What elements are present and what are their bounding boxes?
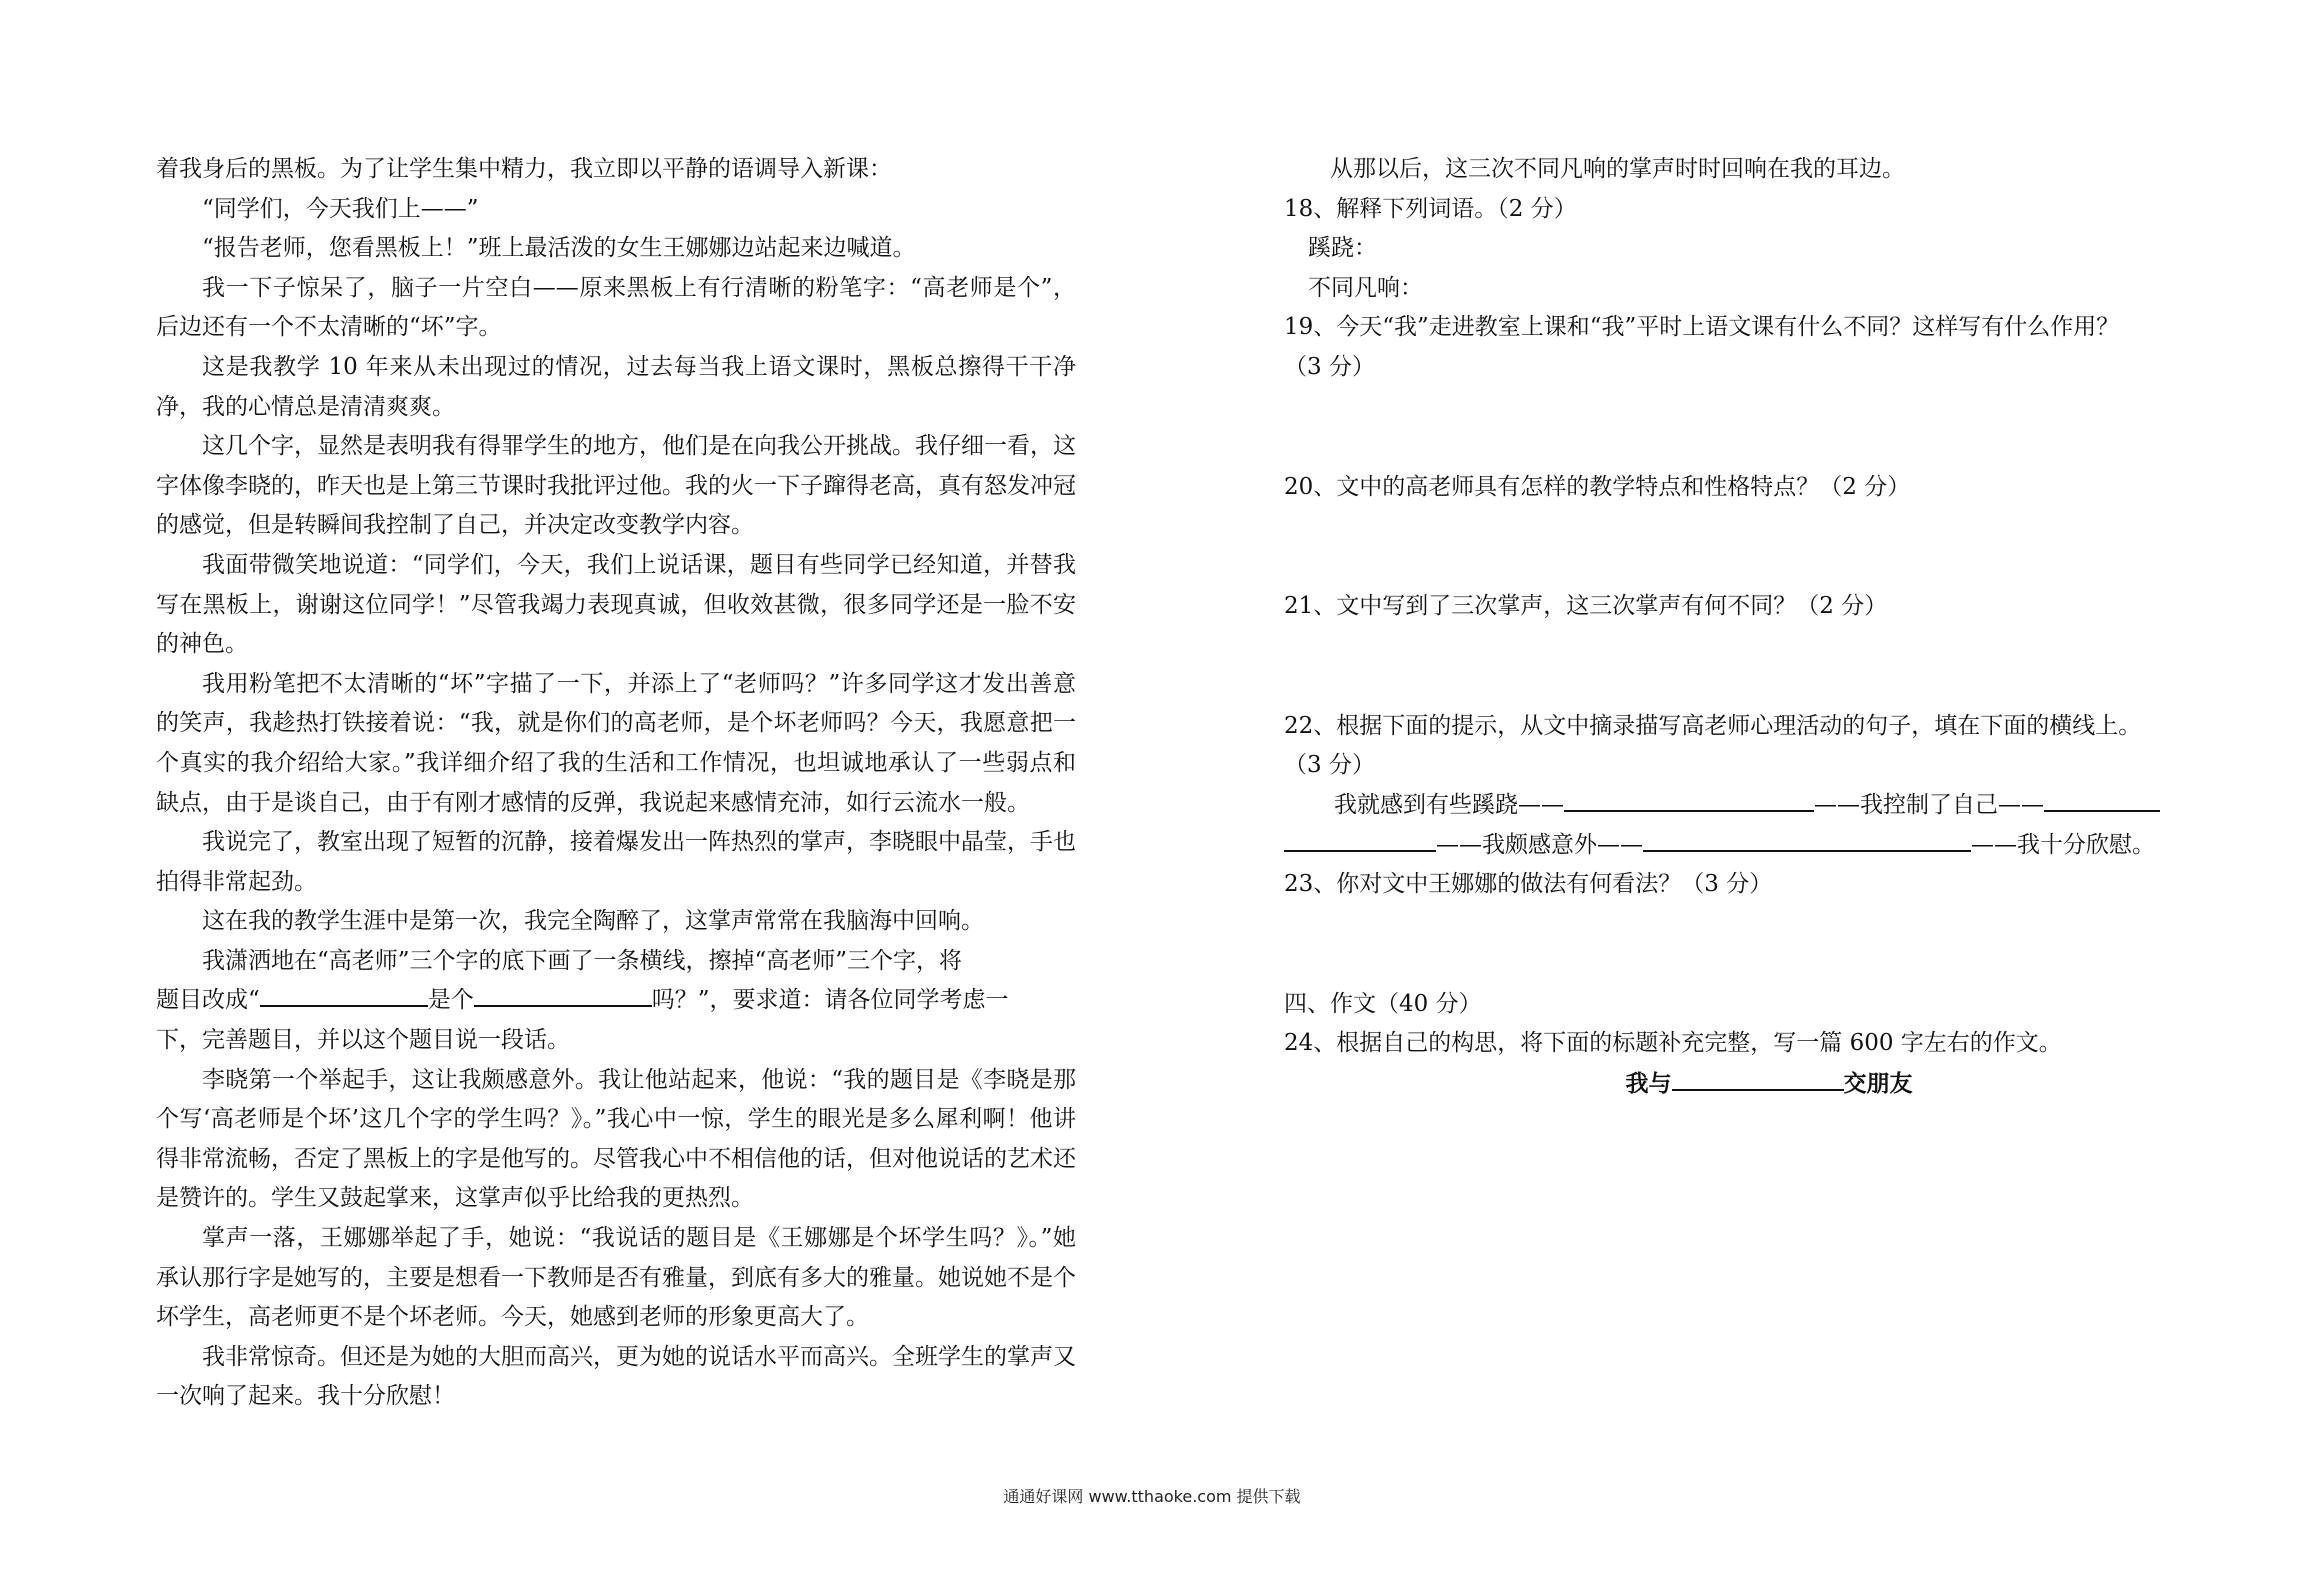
text-fragment: 是个 [427,987,474,1014]
paragraph: 掌声一落，王娜娜举起了手，她说：“我说话的题目是《王娜娜是个坏学生吗？》。”她承认那行字是她写的，主要是想看一下教师是否有雅量，到底有多大的雅量。她说她不是个坏学生，高老师更不是个坏老师。今天，她感到老师的形象更高大了。 [156,1225,1076,1331]
right-column [1284,150,2214,1104]
paragraph: 从那以后，这三次不同凡响的掌声时时回响在我的耳边。 [1330,156,1905,182]
paragraph: 我非常惊奇。但还是为她的大胆而高兴，更为她的说话水平而高兴。全班学生的掌声又一次响了起来。我十分欣慰！ [156,1343,1076,1410]
question-19-score: （3 分） [1284,353,1375,380]
paragraph: 着我身后的黑板。为了让学生集中精力，我立即以平静的语调导入新课： [156,156,892,182]
question-18-term-b: 不同凡响： [1308,274,1423,301]
paragraph: 这在我的教学生涯中是第一次，我完全陶醉了，这掌声常常在我脑海中回响。 [202,908,984,935]
question-24: 24、根据自己的构思，将下面的标题补充完整，写一篇 600 字左右的作文。 [1284,1030,2062,1057]
paragraph: 这几个字，显然是表明我有得罪学生的地方，他们是在向我公开挑战。我仔细一看，这字体像李晓的，昨天也是上第三节课时我批评过他。我的火一下子蹿得老高，真有怒发冲冠的感觉，但是转瞬间我控制了自己，并决定改变教学内容。 [156,433,1076,539]
text-fragment: 题目改成“ [156,987,260,1014]
text-fragment: ——我颇感意外—— [1436,831,1643,858]
question-18: 18、解释下列词语。（2 分） [1284,195,1577,222]
question-20: 20、文中的高老师具有怎样的教学特点和性格特点？（2 分） [1284,473,1911,500]
paragraph: 我潇洒地在“高老师”三个字的底下画了一条横线，擦掉“高老师”三个字，将 [202,947,963,974]
text-fragment: ——我十分欣慰。 [1971,831,2155,858]
section-4-heading: 四、作文（40 分） [1284,990,1482,1017]
question-22-prompt-line [1284,786,2214,826]
question-22-score: （3 分） [1284,752,1375,779]
question-22: 22、根据下面的提示，从文中摘录描写高老师心理活动的句子，填在下面的横线上。 [1284,712,2142,739]
left-column [156,150,1076,1417]
question-21: 21、文中写到了三次掌声，这三次掌声有何不同？（2 分） [1284,593,1888,620]
paragraph: 我说完了，教室出现了短暂的沉静，接着爆发出一阵热烈的掌声，李晓眼中晶莹，手也拍得非常起劲。 [156,829,1076,895]
question-19: 19、今天“我”走进教室上课和“我”平时上语文课有什么不同？这样写有什么作用？ [1284,314,2120,341]
fill-blank[interactable] [1284,826,1436,852]
question-22-prompt-line [1284,826,2214,866]
paragraph-line-with-blanks [156,981,1076,1021]
fill-blank[interactable] [1672,1065,1844,1091]
paragraph: 这是我教学 10 年来从未出现过的情况，过去每当我上语文课时，黑板总擦得干干净净，我的心情总是清清爽爽。 [156,353,1076,420]
fill-blank[interactable] [1564,786,1814,812]
fill-blank[interactable] [260,981,428,1007]
paragraph: 下，完善题目，并以这个题目说一段话。 [156,1027,570,1054]
answer-space[interactable] [1284,905,2214,985]
text-fragment: 吗？”，要求道：请各位同学考虑一 [651,987,1009,1014]
answer-space[interactable] [1284,507,2214,587]
question-23: 23、你对文中王娜娜的做法有何看法？（3 分） [1284,871,1773,898]
fill-blank[interactable] [1643,826,1971,852]
paragraph: 我用粉笔把不太清晰的“坏”字描了一下，并添上了“老师吗？”许多同学这才发出善意的笑声，我趁热打铁接着说：“我，就是你们的高老师，是个坏老师吗？今天，我愿意把一个真实的我介绍给大家。”我详细介绍了我的生活和工作情况，也坦诚地承认了一些弱点和缺点，由于是谈自己，由于有刚才感情的反弹，我说起来感情充沛，如行云流水一般。 [156,670,1076,816]
fill-blank[interactable] [474,981,652,1007]
paragraph: 李晓第一个举起手，这让我颇感意外。我让他站起来，他说：“我的题目是《李晓是那个写‘高老师是个坏’这几个字的学生吗？》。”我心中一惊，学生的眼光是多么犀利啊！他讲得非常流畅，否定了黑板上的字是他写的。尽管我心中不相信他的话，但对他说话的艺术还是赞许的。学生又鼓起掌来，这掌声似乎比给我的更热烈。 [156,1066,1076,1212]
question-18-term-a: 蹊跷： [1308,235,1377,262]
paragraph: 我面带微笑地说道：“同学们，今天，我们上说话课，题目有些同学已经知道，并替我写在黑板上，谢谢这位同学！”尽管我竭力表现真诚，但收效甚微，很多同学还是一脸不安的神色。 [156,551,1076,658]
paragraph: “报告老师，您看黑板上！”班上最活泼的女生王娜娜边站起来边喊道。 [202,235,916,262]
paragraph: 我一下子惊呆了，脑子一片空白——原来黑板上有行清晰的粉笔字：“高老师是个”，后边还有一个不太清晰的“坏”字。 [156,274,1076,341]
answer-space[interactable] [1284,388,2214,468]
text-fragment: ——我控制了自己—— [1814,791,2044,818]
fill-blank[interactable] [2044,786,2160,812]
paragraph: “同学们，今天我们上——” [202,195,479,222]
text-fragment: 交朋友 [1843,1069,1913,1097]
page-footer: 通通好课网 www.tthaoke.com 提供下载 [1003,1487,1301,1506]
essay-title [1284,1064,2214,1104]
text-fragment: 我与 [1625,1069,1672,1097]
text-fragment: 我就感到有些蹊跷—— [1334,791,1564,818]
answer-space[interactable] [1284,627,2214,707]
